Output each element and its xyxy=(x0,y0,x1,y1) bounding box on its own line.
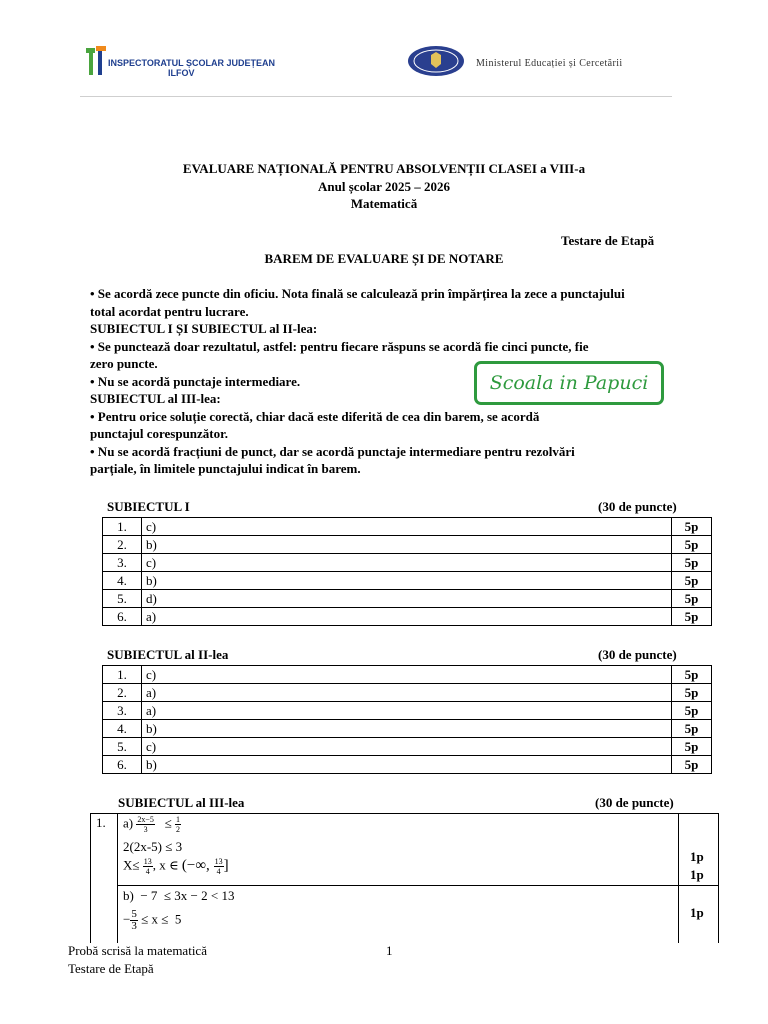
row-points: 5p xyxy=(672,702,712,720)
row-answer: b) xyxy=(142,572,672,590)
instruction-line: parțiale, în limitele punctajului indicat în barem. xyxy=(90,461,361,476)
instruction-heading: SUBIECTUL al III-lea: xyxy=(90,391,221,406)
row-answer: b) xyxy=(142,536,672,554)
row-answer: b) xyxy=(142,756,672,774)
fraction: $\frac{13}{4}$ xyxy=(214,857,223,876)
part-a-line2: 2(2x-5) ≤ 3 xyxy=(123,839,183,854)
row-number: 1. xyxy=(103,666,142,684)
stage-label: Testare de Etapă xyxy=(561,233,655,248)
part-a-line1: a) $\frac{2x-5}{3}$ ≤ $\frac{1}{2}$ xyxy=(123,815,181,834)
fraction: $\frac{5}{3}$ xyxy=(131,908,137,932)
table-row xyxy=(103,536,712,554)
row-points: 5p xyxy=(672,518,712,536)
row-number: 6. xyxy=(103,756,142,774)
subiect3-title: SUBIECTUL al III-lea xyxy=(118,795,245,810)
row-points: 5p xyxy=(672,590,712,608)
instruction-line: • Nu se acordă fracțiuni de punct, dar se acordă punctaje intermediare pentru rezolvări xyxy=(90,443,575,459)
row-number: 2. xyxy=(103,684,142,702)
instruction-line: total acordat pentru lucrare. xyxy=(90,303,249,319)
table-row xyxy=(103,554,712,572)
inspectorat-line1: INSPECTORATUL ȘCOLAR JUDEȚEAN xyxy=(108,58,276,68)
subiect2-points: (30 de puncte) xyxy=(598,647,677,662)
row-points: 5p xyxy=(672,738,712,756)
isj-logo-icon xyxy=(84,44,108,78)
part-b-points: 1p xyxy=(690,905,704,920)
subiect1-title: SUBIECTUL I xyxy=(107,499,190,514)
row-number: 6. xyxy=(103,608,142,626)
exam-title: EVALUARE NAȚIONALĂ PENTRU ABSOLVENȚII CLASEI a VIII-a xyxy=(182,161,586,176)
row-number: 4. xyxy=(103,572,142,590)
part-b-line2: − $\frac{5}{3}$ ≤ x ≤ 5 xyxy=(123,908,182,932)
table-row xyxy=(103,518,712,536)
row-points: 5p xyxy=(672,572,712,590)
subiect2-title: SUBIECTUL al II-lea xyxy=(107,647,229,662)
header-divider xyxy=(80,96,672,97)
part-a-label: a) xyxy=(123,815,134,831)
barem-title: BAREM DE EVALUARE ȘI DE NOTARE xyxy=(264,251,504,266)
row-points: 5p xyxy=(672,554,712,572)
table-row xyxy=(103,572,712,590)
fraction: $\frac{13}{4}$ xyxy=(143,857,152,876)
row-points: 5p xyxy=(672,536,712,554)
row-answer: c) xyxy=(142,554,672,572)
instruction-heading: SUBIECTUL I ȘI SUBIECTUL al II-lea: xyxy=(90,321,318,336)
inspectorat-line2: ILFOV xyxy=(168,68,195,78)
row-number: 4. xyxy=(103,720,142,738)
instruction-line: • Pentru orice soluție corectă, chiar dacă este diferită de cea din barem, se acordă xyxy=(90,408,540,424)
instruction-line: • Se acordă zece puncte din oficiu. Nota finală se calculează prin împărțirea la zece a punctajului xyxy=(90,286,625,301)
table-row xyxy=(103,702,712,720)
table-row xyxy=(103,608,712,626)
footer-exam-name: Probă scrisă la matematică xyxy=(68,943,207,958)
instruction-line: • Se punctează doar rezultatul, astfel: pentru fiecare răspuns se acordă fie cinci puncte, fie xyxy=(90,338,589,354)
row-answer: a) xyxy=(142,608,672,626)
row-answer: c) xyxy=(142,518,672,536)
subiect1-points: (30 de puncte) xyxy=(598,499,677,514)
subiect1-table xyxy=(102,517,712,626)
subject-name: Matematică xyxy=(350,196,418,211)
row-number: 1. xyxy=(103,518,142,536)
table-row xyxy=(103,738,712,756)
watermark-stamp: Scoala in Papuci xyxy=(474,361,664,405)
inspectorat-name xyxy=(108,58,275,78)
table-row xyxy=(103,590,712,608)
instruction-line: • Nu se acordă punctaje intermediare. xyxy=(90,373,301,389)
table-row xyxy=(103,756,712,774)
instruction-line: punctajul corespunzător. xyxy=(90,426,228,441)
row-number: 2. xyxy=(103,536,142,554)
footer-stage: Testare de Etapă xyxy=(68,961,154,976)
row-points: 5p xyxy=(672,684,712,702)
part-a-points-1: 1p xyxy=(690,849,704,864)
fraction: $\frac{1}{2}$ xyxy=(176,815,181,834)
subiect3-table xyxy=(90,813,719,943)
subiect2-table xyxy=(102,665,712,774)
government-seal-icon xyxy=(407,45,465,77)
fraction: $\frac{2x-5}{3}$ xyxy=(137,815,154,834)
instruction-line: zero puncte. xyxy=(90,356,158,371)
table-row xyxy=(103,666,712,684)
row-answer: c) xyxy=(142,738,672,756)
part-a-line3: X≤ $\frac{13}{4}$ , x ∈ (−∞, $\frac{13}{4}$ ] xyxy=(123,857,229,876)
row-number: 5. xyxy=(103,590,142,608)
school-year: Anul școlar 2025 – 2026 xyxy=(318,179,450,194)
problem-number: 1. xyxy=(96,815,106,830)
part-b-line1: b) − 7 ≤ 3x − 2 < 13 xyxy=(123,888,235,903)
row-number: 3. xyxy=(103,554,142,572)
row-number: 3. xyxy=(103,702,142,720)
row-points: 5p xyxy=(672,756,712,774)
row-points: 5p xyxy=(672,720,712,738)
row-answer: b) xyxy=(142,720,672,738)
minister-name: Ministerul Educației și Cercetării xyxy=(476,58,623,69)
row-answer: c) xyxy=(142,666,672,684)
row-points: 5p xyxy=(672,666,712,684)
table-row xyxy=(103,684,712,702)
row-answer: d) xyxy=(142,590,672,608)
page-number: 1 xyxy=(386,943,393,958)
isj-logo xyxy=(84,44,108,78)
row-number: 5. xyxy=(103,738,142,756)
row-answer: a) xyxy=(142,702,672,720)
subiect3-points: (30 de puncte) xyxy=(595,795,674,810)
row-answer: a) xyxy=(142,684,672,702)
table-row xyxy=(103,720,712,738)
part-a-points-2: 1p xyxy=(690,867,704,882)
row-points: 5p xyxy=(672,608,712,626)
government-seal xyxy=(407,45,465,77)
